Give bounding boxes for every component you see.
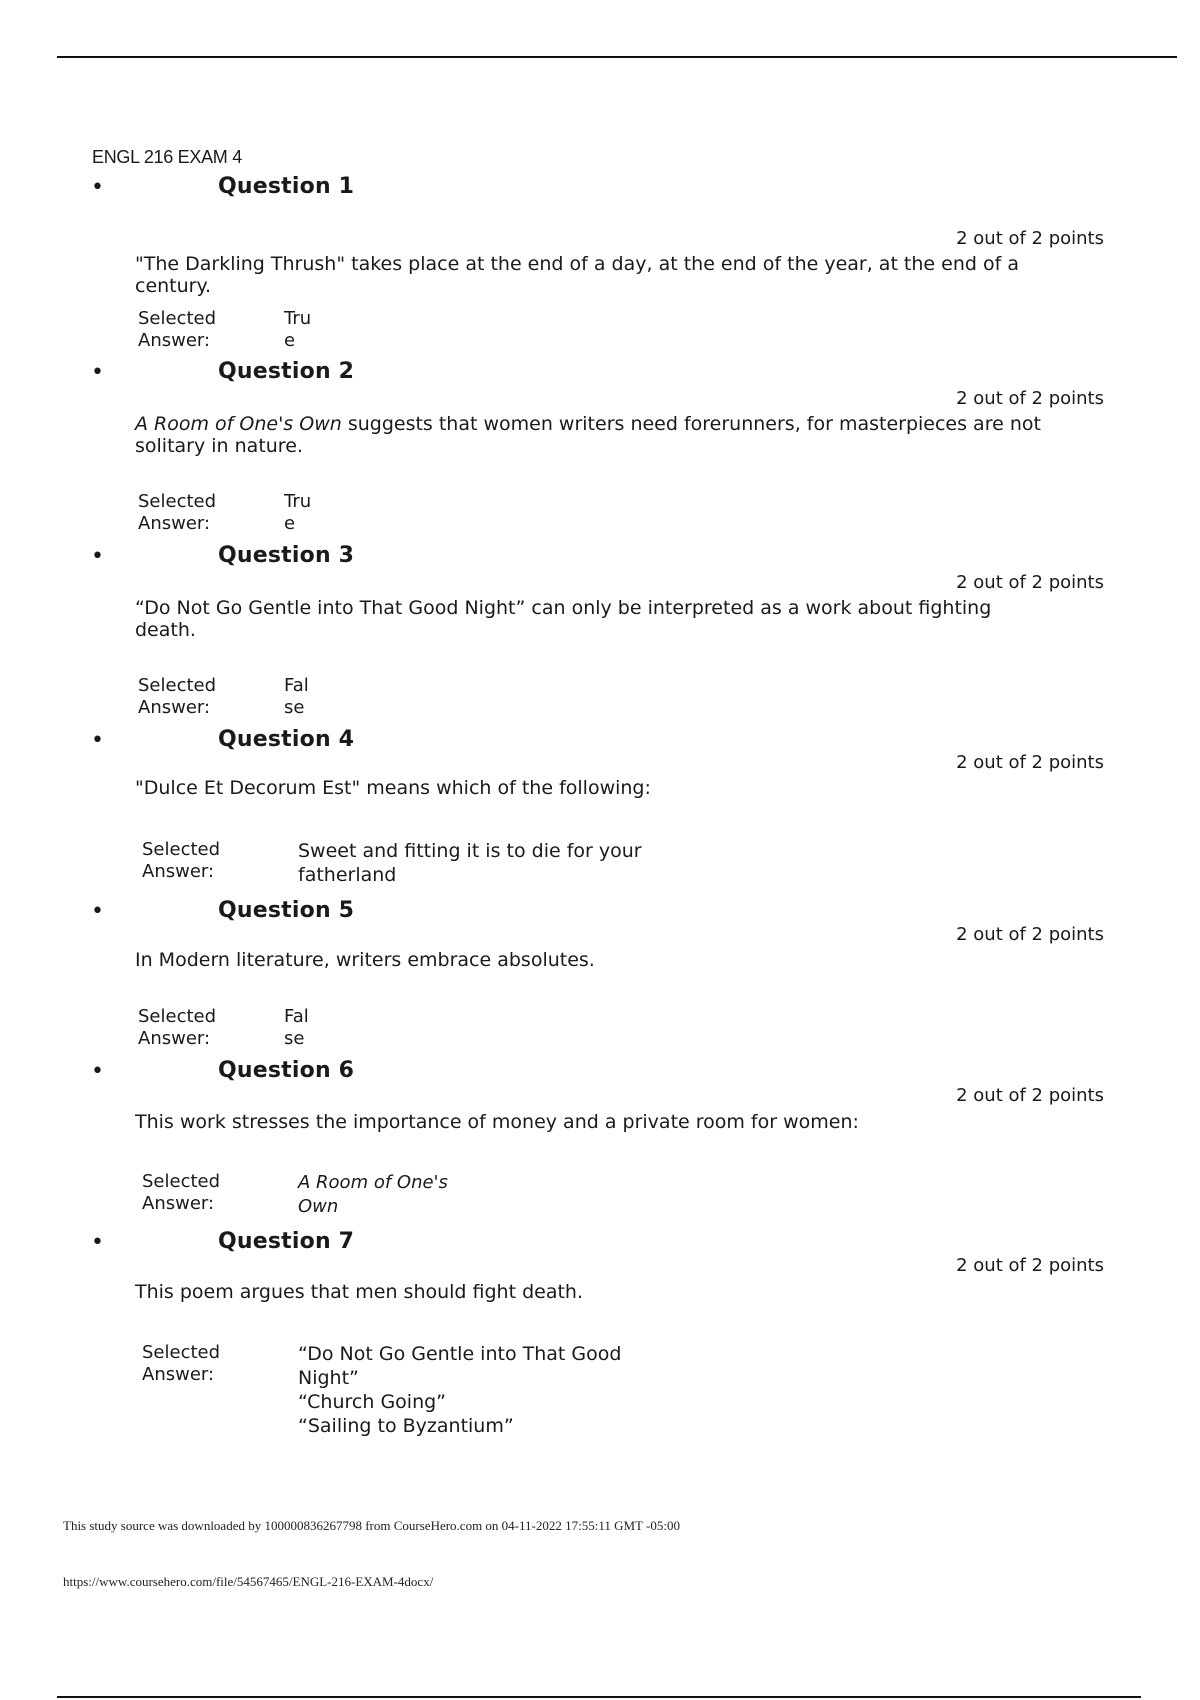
question-points: 2 out of 2 points: [956, 228, 1104, 249]
selected-answer-values: [298, 1342, 658, 1438]
selected-answer-label: Selected Answer:: [138, 675, 217, 718]
question-title: Question 6: [218, 1058, 355, 1083]
question-points: 2 out of 2 points: [956, 924, 1104, 945]
answer-option: “Sailing to Byzantium”: [298, 1415, 514, 1437]
bottom-rule: [57, 1696, 1141, 1698]
download-notice: This study source was downloaded by 100000836267798 from CourseHero.com on 04-11-2022 17:55:11 GMT -05:00: [63, 1518, 680, 1533]
document-title: ENGL 216 EXAM 4: [92, 147, 242, 167]
question-text: This poem argues that men should fight death.: [135, 1281, 584, 1303]
bullet: •: [91, 360, 104, 385]
question-points: 2 out of 2 points: [956, 388, 1104, 409]
bullet: •: [91, 175, 104, 200]
selected-answer-label: Selected Answer:: [138, 491, 217, 534]
question-points: 2 out of 2 points: [956, 1255, 1104, 1276]
selected-answer-label: Selected Answer:: [142, 1171, 221, 1214]
question-text: "The Darkling Thrush" takes place at the end of a day, at the end of the year, at the end of a century.: [135, 253, 1019, 297]
selected-answer-value: A Room of One's Own: [298, 1172, 448, 1217]
selected-answer-label: Selected Answer:: [142, 1342, 221, 1385]
question-points: 2 out of 2 points: [956, 572, 1104, 593]
selected-answer-value: True: [284, 308, 312, 351]
selected-answer-value: Sweet and fitting it is to die for your fatherland: [298, 840, 642, 886]
question-points: 2 out of 2 points: [956, 752, 1104, 773]
answer-option: “Do Not Go Gentle into That Good Night”: [298, 1343, 622, 1389]
bullet: •: [91, 899, 104, 924]
bullet: •: [91, 1230, 104, 1255]
selected-answer-label: Selected Answer:: [138, 308, 217, 351]
bullet: •: [91, 1059, 104, 1084]
selected-answer-label: Selected Answer:: [138, 1006, 217, 1049]
selected-answer-value: True: [284, 491, 312, 534]
selected-answer-value: False: [284, 675, 309, 718]
question-title: Question 2: [218, 359, 355, 384]
question-text-rest: suggests that women writers need forerunners, for masterpieces are not solitary in nature.: [135, 413, 1041, 457]
question-title: Question 4: [218, 727, 355, 752]
question-text: In Modern literature, writers embrace absolutes.: [135, 949, 595, 971]
question-text: This work stresses the importance of money and a private room for women:: [135, 1111, 859, 1133]
question-title: Question 3: [218, 543, 355, 568]
question-text: [135, 413, 1045, 457]
question-title: Question 1: [218, 174, 355, 199]
source-url[interactable]: https://www.coursehero.com/file/54567465/ENGL-216-EXAM-4docx/: [63, 1574, 434, 1589]
selected-answer-label: Selected Answer:: [142, 839, 221, 882]
work-title: A Room of One's Own: [135, 413, 342, 435]
question-text: "Dulce Et Decorum Est" means which of the following:: [135, 777, 651, 799]
selected-answer-value: False: [284, 1006, 309, 1049]
top-rule: [57, 56, 1177, 58]
bullet: •: [91, 544, 104, 569]
question-title: Question 7: [218, 1229, 355, 1254]
question-title: Question 5: [218, 898, 355, 923]
answer-option: “Church Going”: [298, 1391, 447, 1413]
question-text: “Do Not Go Gentle into That Good Night” can only be interpreted as a work about fighting death.: [135, 597, 992, 641]
question-points: 2 out of 2 points: [956, 1085, 1104, 1106]
bullet: •: [91, 728, 104, 753]
